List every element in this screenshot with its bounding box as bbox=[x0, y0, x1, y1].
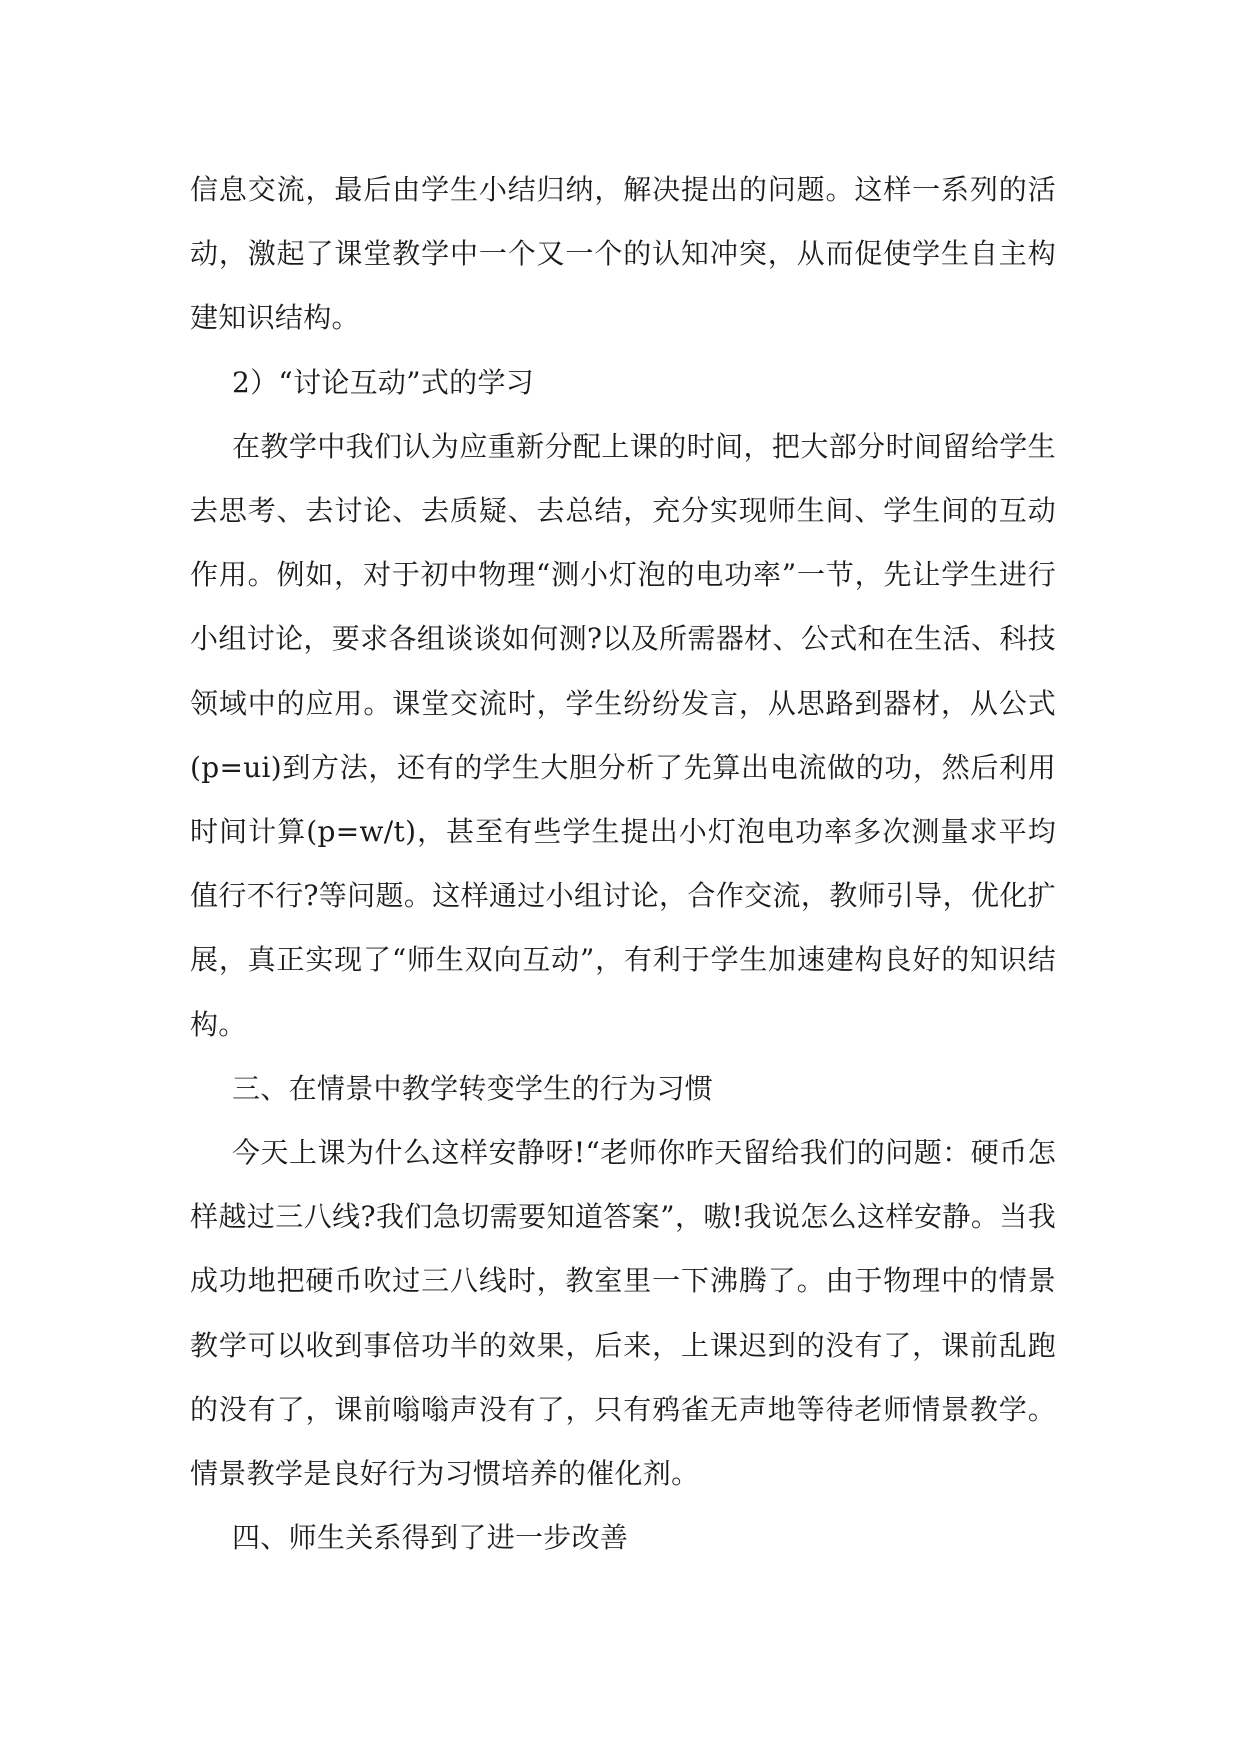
paragraph-discussion: 在教学中我们认为应重新分配上课的时间，把大部分时间留给学生去思考、去讨论、去质疑、去总结，充分实现师生间、学生间的互动作用。例如，对于初中物理“测小灯泡的电功率”一节，先让学生进行小组讨论，要求各组谈谈如何测?以及所需器材、公式和在生活、科技领域中的应用。课堂交流时，学生纷纷发言，从思路到器材，从公式(p=ui)到方法，还有的学生大胆分析了先算出电流做的功，然后利用时间计算(p=w/t)，甚至有些学生提出小灯泡电功率多次测量求平均值行不行?等问题。这样通过小组讨论，合作交流，教师引导，优化扩展，真正实现了“师生双向互动”，有利于学生加速建构良好的知识结构。 bbox=[190, 429, 1056, 1041]
subheading-discussion-interaction: 2）“讨论互动”式的学习 bbox=[232, 365, 535, 399]
paragraph-continued: 信息交流，最后由学生小结归纳，解决提出的问题。这样一系列的活动，激起了课堂教学中一个又一个的认知冲突，从而促使学生自主构建知识结构。 bbox=[190, 173, 1056, 335]
document-body bbox=[190, 158, 1056, 1570]
heading-section-three: 三、在情景中教学转变学生的行为习惯 bbox=[232, 1071, 714, 1105]
paragraph-scenario-teaching: 今天上课为什么这样安静呀!“老师你昨天留给我们的问题：硬币怎样越过三八线?我们急切需要知道答案”，嗷!我说怎么这样安静。当我成功地把硬币吹过三八线时，教室里一下沸腾了。由于物理中的情景教学可以收到事倍功半的效果，后来，上课迟到的没有了，课前乱跑的没有了，课前嗡嗡声没有了，只有鸦雀无声地等待老师情景教学。情景教学是良好行为习惯培养的催化剂。 bbox=[190, 1136, 1056, 1491]
heading-section-four: 四、师生关系得到了进一步改善 bbox=[232, 1521, 629, 1555]
